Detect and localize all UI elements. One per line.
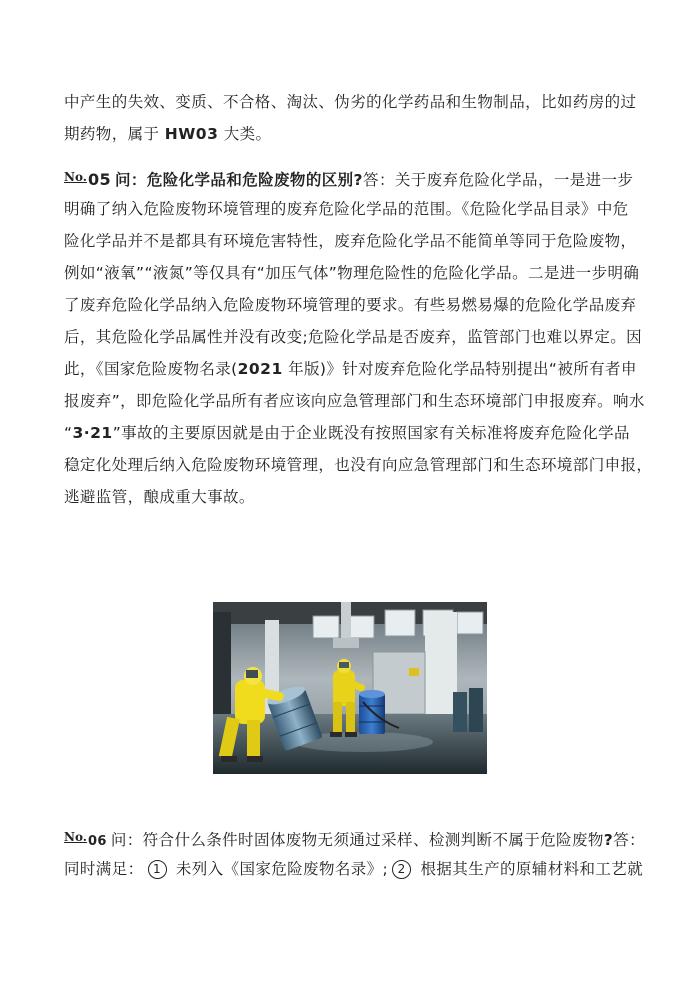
paragraph-continuation [64, 86, 644, 150]
text-line: 逃避监管，酿成重大事故。 [64, 488, 255, 506]
text-fragment: ”事故的主要原因就是由于企业既没有按照国家有关标准将废弃危险化学品 [112, 424, 630, 442]
text-line: 了废弃危险化学品纳入危险废物环境管理的要求。有些易燃易爆的危险化学品废弃 [64, 296, 637, 314]
condition-item-1: 未列入《国家危险废物名录》; [170, 860, 389, 878]
text-fragment: 年版)》针对废弃危险化学品特别提出“被所有者申 [282, 360, 637, 378]
question-05-section [64, 161, 653, 513]
text-line: 中产生的失效、变质、不合格、淘汰、伪劣的化学药品和生物制品，比如药房的过 [64, 93, 637, 111]
answer-start: 答：关于废弃危险化学品，一是进一步 [363, 171, 634, 189]
question-05-heading: 问：危险化学品和危险废物的区别 [115, 171, 354, 189]
question-mark: ? [603, 831, 614, 849]
question-number-label: No. [64, 170, 87, 184]
text-fragment: 期药物，属于 [64, 125, 165, 143]
text-line [64, 118, 644, 150]
question-mark: ? [353, 171, 364, 189]
question-number: 06 [87, 834, 107, 849]
text-line: 明确了纳入危险废物环境管理的废弃危险化学品的范围。《危险化学品目录》中危 [64, 200, 629, 218]
text-fragment: 此，《国家危险废物名录( [64, 360, 238, 378]
text-line: 报废弃”，即危险化学品所有者应该向应急管理部门和生态环境部门申报废弃。响水 [64, 392, 645, 410]
question-06-heading-line [64, 821, 644, 853]
text-line: 例如“液氧”“液氮”等仅具有“加压气体”物理危险性的危险化学品。二是进一步明确 [64, 264, 640, 282]
duct [341, 602, 351, 642]
text-line: 后，其危险化学品属性并没有改变;危险化学品是否废弃，监管部门也难以界定。因 [64, 328, 643, 346]
hazmat-workers-photo [213, 602, 487, 774]
text-line [64, 417, 644, 449]
circled-number-2: 2 [392, 860, 411, 879]
text-fragment: “ [64, 424, 73, 442]
duct [333, 638, 359, 648]
condition-item-2: 根据其生产的原辅材料和工艺就 [415, 860, 644, 878]
question-05-heading-line [64, 161, 644, 193]
text-line [64, 353, 644, 385]
text-fragment: 大类。 [218, 125, 272, 143]
answer-start: 答： [613, 831, 646, 849]
question-number-label: No. [64, 830, 87, 844]
photo-illustration [213, 602, 487, 774]
drum [453, 692, 467, 732]
doorway [213, 612, 231, 724]
text-line [64, 853, 644, 885]
drum [469, 688, 483, 732]
text-line: 稳定化处理后纳入危险废物环境管理，也没有向应急管理部门和生态环境部门申报， [64, 456, 653, 474]
text-line: 险化学品并不是都具有环境危害特性，废弃危险化学品不能简单等同于危险废物， [64, 232, 637, 250]
warning-sign [409, 668, 419, 676]
year-number: 2021 [237, 360, 283, 378]
incident-date: 3·21 [72, 424, 113, 442]
question-06-section [64, 821, 644, 885]
circled-number-1: 1 [148, 860, 167, 879]
text-fragment: 同时满足： [64, 860, 144, 878]
question-number: 05 [87, 170, 112, 189]
question-06-heading: 问：符合什么条件时固体废物无须通过采样、检测判断不属于危险废物 [110, 831, 604, 849]
waste-code: HW03 [164, 125, 219, 143]
